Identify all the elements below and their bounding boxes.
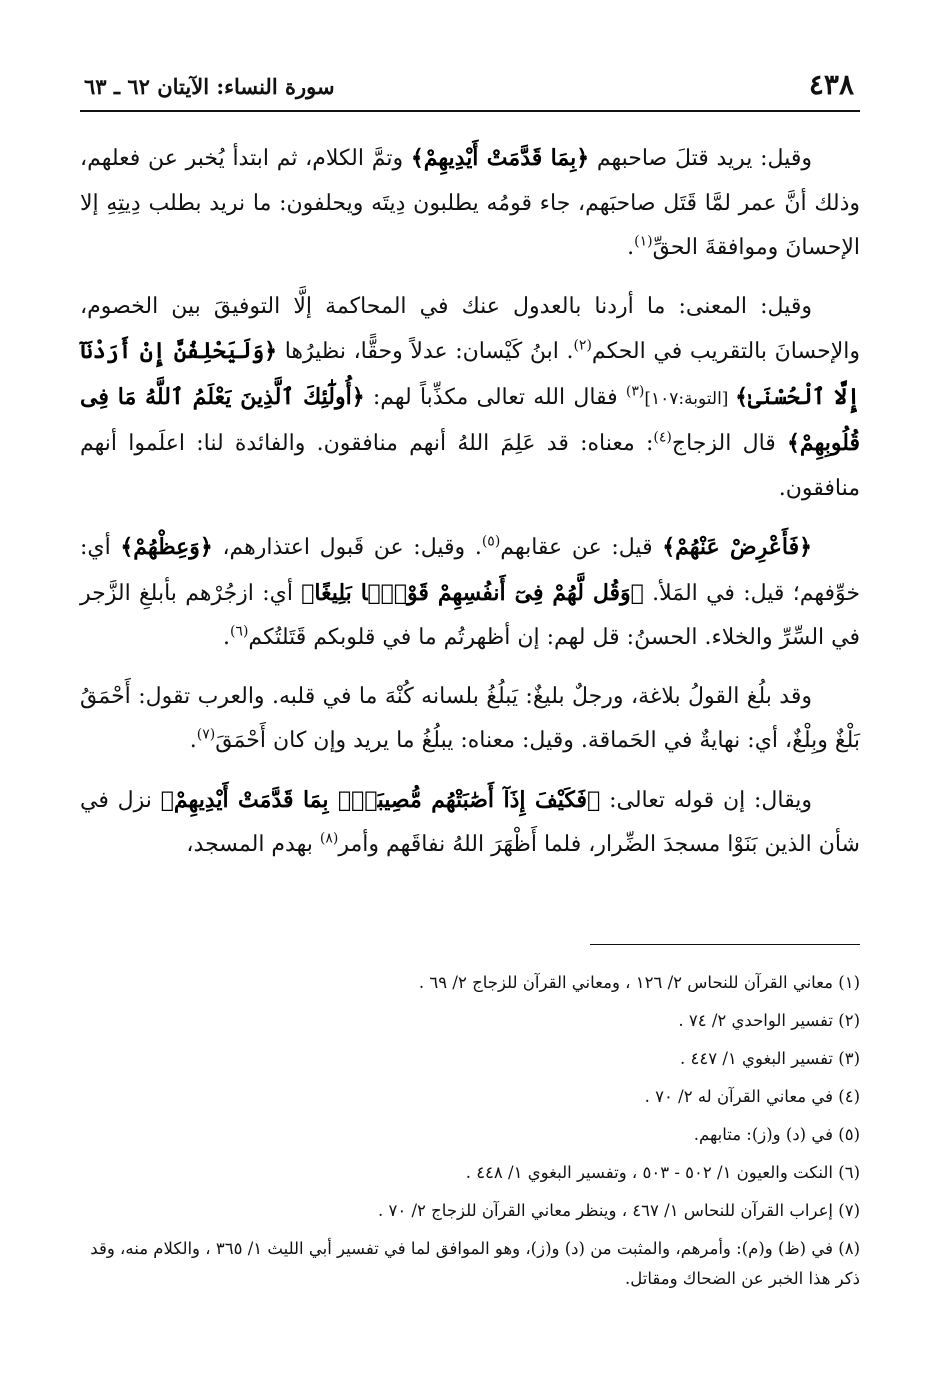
footnote: (٨) في (ظ) و(م): وأمرهم، والمثبت من (د) و(ز)، وهو الموافق لما في تفسير أبي الليث ١/ ٣٦٥ ، والكلام منه، وقد ذكر هذا الخبر عن الضحاك ومقاتل.: [90, 1239, 860, 1288]
footnote-marker: (٤): [653, 429, 672, 446]
footnote-marker: (٣): [625, 383, 645, 400]
footnote-marker: (٧): [196, 726, 216, 743]
page-header: [80, 62, 860, 108]
quran-quote: ﴿فَكَيْفَ إِذَآ أَصَٰبَتْهُم مُّصِيبَةٌۢ بِمَا قَدَّمَتْ أَيْدِيهِمْ﴾: [160, 786, 601, 813]
paragraph: [80, 525, 860, 661]
text-segment: وقيل: المعنى: ما أردنا بالعدول عنك في المحاكمة إلَّا التوفيقَ بين الخصوم، والإحسانَ بالتقريب في الحكم: [80, 293, 860, 364]
text-segment: وقد بلُغ القولُ بلاغة، ورجلٌ بليغٌ: يَبلُغُ بلسانه كُنْهَ ما في قلبه. والعرب تقول: أَحْمَقُ بَلْغٌ وبِلْغٌ، أي: نهايةٌ في الحَماقة. وقيل: معناه: يبلُغُ ما يريد وإن كان أَحْمَقَ: [80, 683, 860, 753]
footnote-marker: (٦): [229, 623, 249, 640]
verse-reference: [التوبة:١٠٧]: [644, 388, 736, 409]
text-segment: وتمَّ الكلام، ثم ابتدأ يُخبر عن فعلهم، وذلك أنَّ عمر لمَّا قَتَل صاحبَهم، جاء قومُه يطلبون دِيتَه ويحلفون: ما نريد بطلب دِيتِهِ إلا الإحسانَ وموافقةَ الحقِّ: [80, 146, 860, 260]
paragraph: [80, 136, 860, 271]
text-segment: وقيل: يريد قتلَ صاحبهم: [589, 146, 812, 171]
footnote: (٦) النكت والعيون ١/ ٥٠٢ - ٥٠٣ ، وتفسير البغوي ١/ ٤٤٨ .: [465, 1163, 860, 1182]
quran-quote: ﴿وَلَيَحْلِفُنَّ إِنْ أَرَدْنَآ إِلَّا ٱلْحُسْنَىٰ﴾: [80, 338, 860, 410]
quran-quote: ﴿بِمَا قَدَّمَتْ أَيْدِيهِمْ﴾: [410, 145, 590, 171]
text-segment: أي: ازجُرْهم بأبلغِ الزَّجر في السِّرِّ والخلاء. الحسنُ: قل لهم: إن أظهرتُم ما في قلوبكم قَتَلتُكم: [80, 580, 860, 650]
text-segment: .: [627, 235, 635, 260]
footnote: (٥) في (د) و(ز): متابهم.: [693, 1125, 860, 1144]
running-title: سورة النساء: الآيتان ٦٢ ـ ٦٣: [84, 74, 335, 99]
footnote-marker: (١): [634, 233, 653, 250]
footnote: (١) معاني القرآن للنحاس ٢/ ١٢٦ ، ومعاني القرآن للزجاج ٢/ ٦٩ .: [418, 973, 860, 992]
quran-quote: ﴿أُولَٰٓئِكَ ٱلَّذِينَ يَعْلَمُ ٱللَّهُ مَا فِى قُلُوبِهِمْ﴾: [80, 383, 860, 456]
main-text: [80, 136, 860, 882]
quran-quote: ﴿فَأَعْرِضْ عَنْهُمْ﴾: [662, 534, 812, 560]
footnote-marker: (٥): [481, 533, 501, 550]
text-segment: . وقيل: عن قَبول اعتذارهم،: [212, 535, 482, 560]
text-segment: .: [222, 625, 230, 650]
footnotes-section: [80, 968, 860, 1302]
paragraph: [80, 675, 860, 764]
text-segment: فقال الله تعالى مكذِّباً لهم:: [364, 384, 626, 410]
footnote: (٧) إعراب القرآن للنحاس ١/ ٤٦٧ ، وينظر معاني القرآن للزجاج ٢/ ٧٠ .: [377, 1201, 860, 1220]
paragraph: [80, 778, 860, 868]
footnote-divider: [590, 944, 860, 945]
text-segment: .: [189, 728, 197, 753]
footnote: (٣) تفسير البغوي ١/ ٤٤٧ .: [680, 1049, 860, 1068]
paragraph: [80, 285, 860, 512]
quran-quote: ﴿وَقُل لَّهُمْ فِىٓ أَنفُسِهِمْ قَوْلًۢا بَلِيغًا﴾: [301, 579, 644, 606]
text-segment: ويقال: إن قوله تعالى:: [600, 787, 812, 813]
text-segment: أي: خوِّفهم؛ قيل: في المَلأ.: [80, 535, 860, 606]
footnote-marker: (٢): [573, 337, 592, 354]
text-segment: قيل: عن عقابهم: [500, 535, 663, 560]
footnote-marker: (٨): [319, 830, 339, 847]
text-segment: بهدم المسجد،: [186, 832, 320, 857]
footnote: (٤) في معاني القرآن له ٢/ ٧٠ .: [644, 1087, 860, 1106]
page-number: ٤٣٨: [808, 68, 854, 101]
footnote: (٢) تفسير الواحدي ٢/ ٧٤ .: [678, 1011, 860, 1030]
header-divider: [80, 110, 860, 112]
quran-quote: ﴿وَعِظْهُمْ﴾: [120, 534, 213, 560]
text-segment: . ابنُ كَيْسان: عدلاً وحقًّا، نظيرُها: [277, 339, 574, 364]
text-segment: : معناه: قد عَلِمَ اللهُ أنهم منافقون. والفائدة لنا: اعلَموا أنهم منافقون.: [80, 431, 860, 501]
text-segment: نزل في شأن الذين بَنَوْا مسجدَ الضِّرار، فلما أَظْهَرَ اللهُ نفاقَهم وأمر: [80, 787, 860, 857]
text-segment: قال الزجاج: [671, 431, 788, 456]
